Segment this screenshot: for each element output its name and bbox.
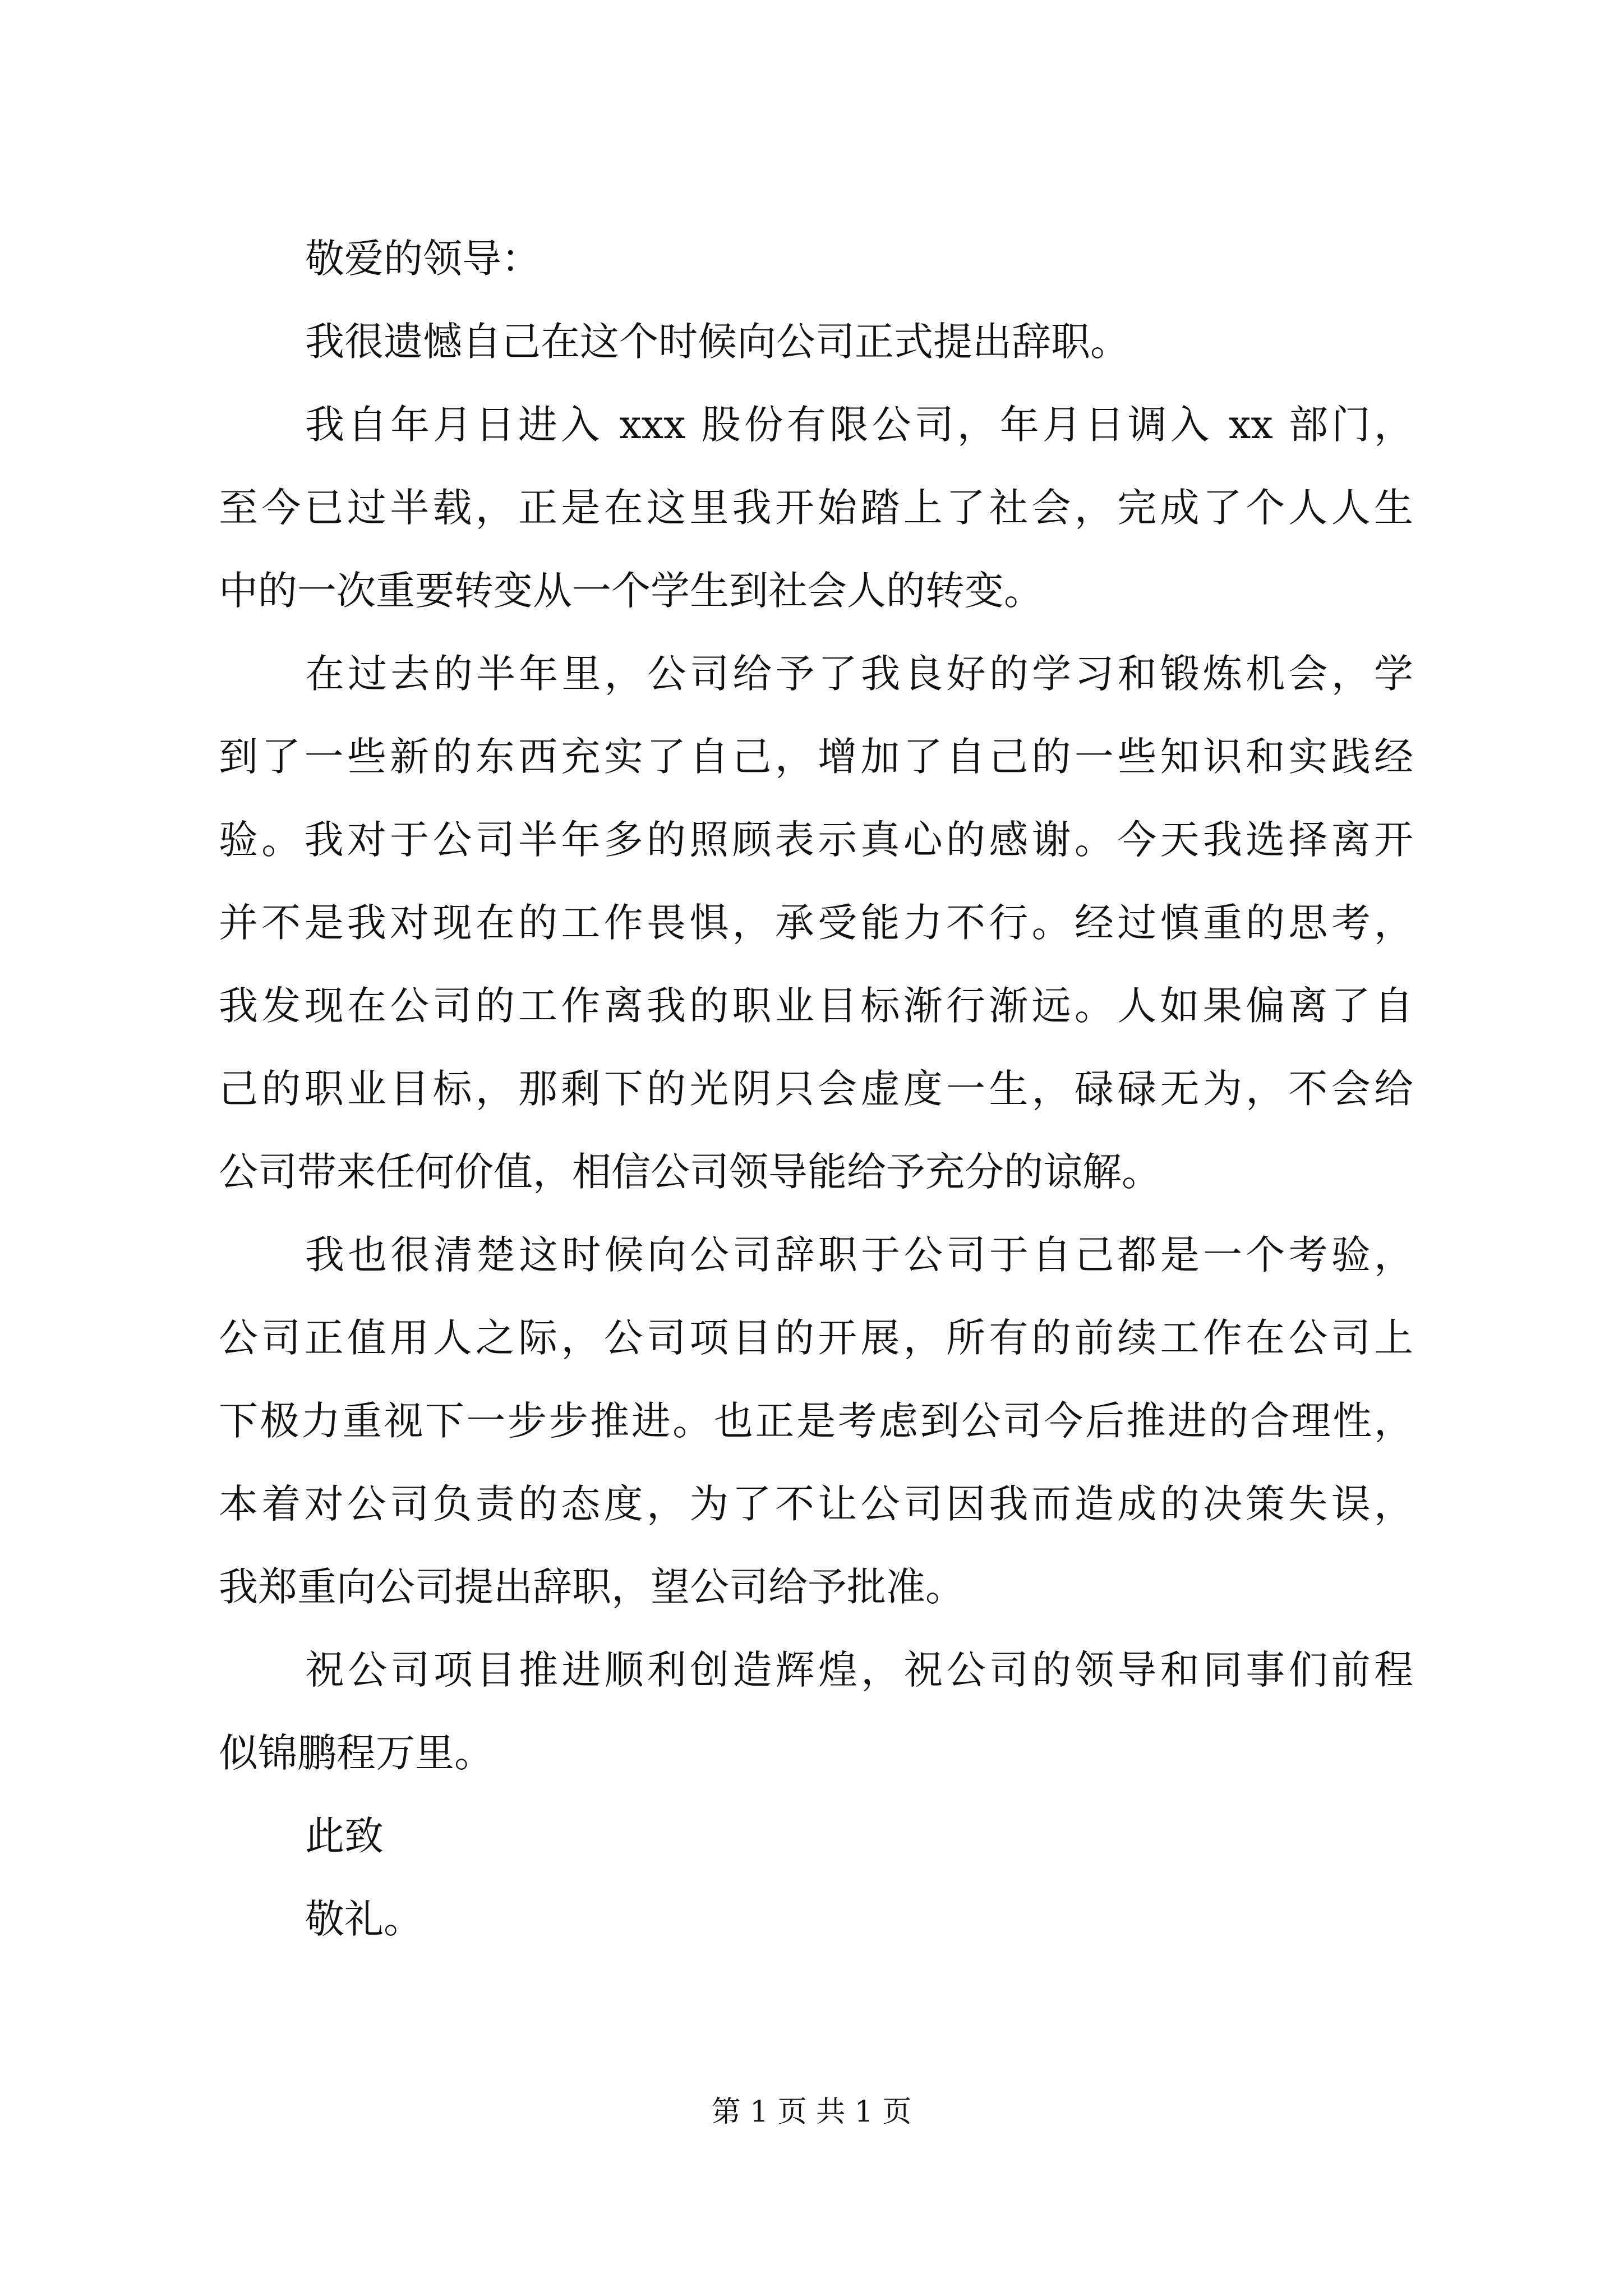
paragraph-line: 我也很清楚这时候向公司辞职于公司于自己都是一个考验， xyxy=(305,1232,1413,1278)
paragraph-line: 公司正值用人之际，公司项目的开展，所有的前续工作在公司上 xyxy=(219,1315,1413,1361)
paragraph-line: 我发现在公司的工作离我的职业目标渐行渐远。人如果偏离了自 xyxy=(219,983,1413,1029)
closing-line-2: 敬礼。 xyxy=(305,1896,423,1942)
salutation: 敬爱的领导： xyxy=(305,236,541,282)
paragraph-line: 似锦鹏程万里。 xyxy=(219,1730,494,1776)
paragraph-line: 到了一些新的东西充实了自己，增加了自己的一些知识和实践经 xyxy=(219,734,1413,780)
paragraph-line: 在过去的半年里，公司给予了我良好的学习和锻炼机会，学 xyxy=(305,651,1413,697)
paragraph-line: 公司带来任何价值，相信公司领导能给予充分的谅解。 xyxy=(219,1149,1161,1195)
paragraph-line: 验。我对于公司半年多的照顾表示真心的感谢。今天我选择离开 xyxy=(219,817,1413,863)
paragraph-line: 我很遗憾自己在这个时候向公司正式提出辞职。 xyxy=(305,319,1129,365)
paragraph-line: 中的一次重要转变从一个学生到社会人的转变。 xyxy=(219,568,1043,614)
page-number-footer: 第 1 页 共 1 页 xyxy=(711,2095,912,2129)
paragraph-1 xyxy=(219,300,1413,383)
paragraph-line: 我自年月日进入 xxx 股份有限公司，年月日调入 xx 部门， xyxy=(305,402,1413,448)
letter-body xyxy=(219,217,1413,1961)
paragraph-4 xyxy=(219,1213,1413,1628)
paragraph-5 xyxy=(219,1628,1413,1795)
paragraph-line: 本着对公司负责的态度，为了不让公司因我而造成的决策失误， xyxy=(219,1481,1413,1527)
paragraph-line: 己的职业目标，那剩下的光阴只会虚度一生，碌碌无为，不会给 xyxy=(219,1066,1413,1112)
paragraph-line: 并不是我对现在的工作畏惧，承受能力不行。经过慎重的思考， xyxy=(219,900,1413,946)
paragraph-3 xyxy=(219,632,1413,1213)
paragraph-line: 下极力重视下一步步推进。也正是考虑到公司今后推进的合理性， xyxy=(219,1398,1413,1444)
paragraph-line: 至今已过半载，正是在这里我开始踏上了社会，完成了个人人生 xyxy=(219,485,1413,531)
closing-line-1: 此致 xyxy=(305,1813,384,1859)
paragraph-line: 祝公司项目推进顺利创造辉煌，祝公司的领导和同事们前程 xyxy=(305,1647,1413,1693)
paragraph-line: 我郑重向公司提出辞职，望公司给予批准。 xyxy=(219,1564,965,1610)
paragraph-2 xyxy=(219,383,1413,632)
